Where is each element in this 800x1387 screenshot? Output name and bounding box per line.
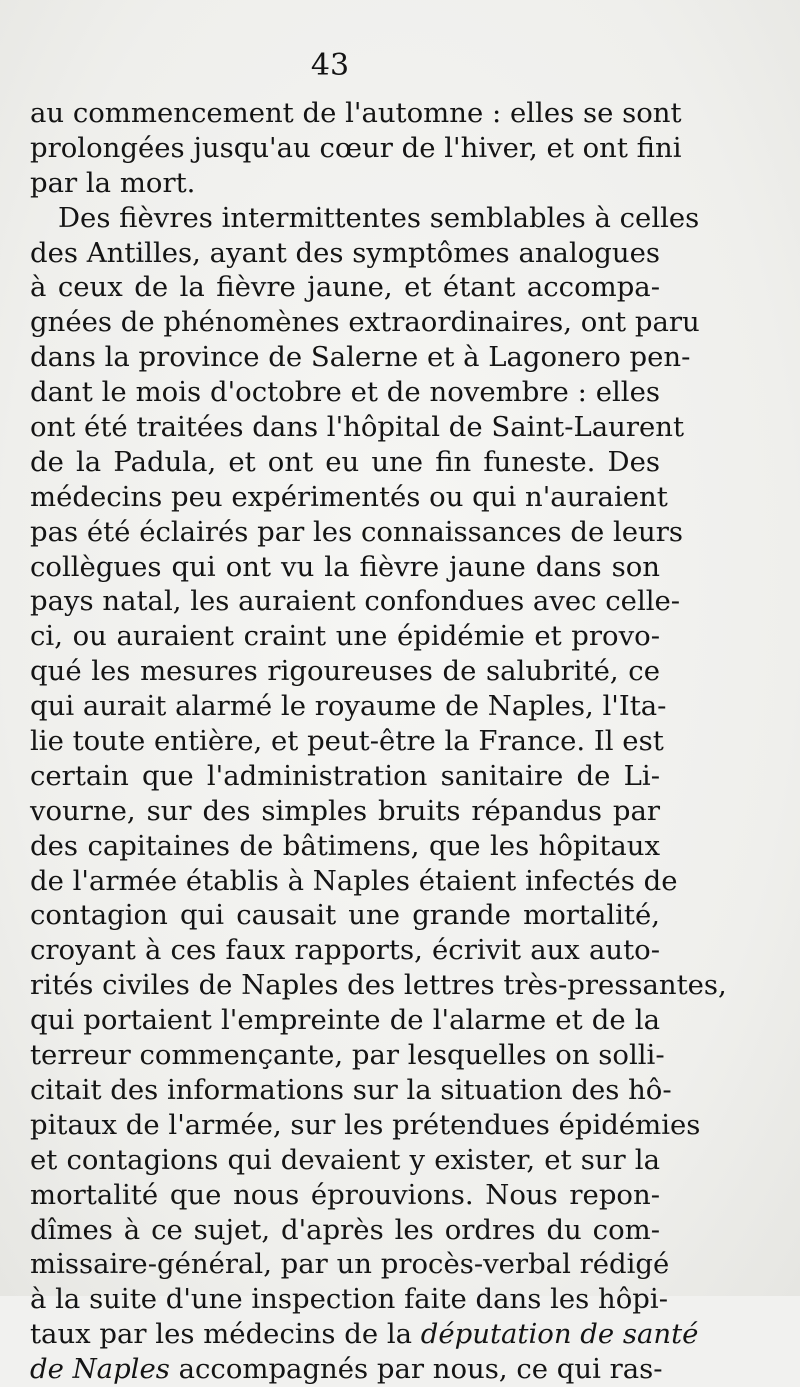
text-line: dîmes à ce sujet, d'après les ordres du com- (30, 1213, 660, 1246)
text-line: dans la province de Salerne et à Lagonero pen- (30, 341, 691, 374)
text-line: terreur commençante, par lesquelles on solli- (30, 1039, 665, 1072)
text-segment: taux par les médecins de la (30, 1318, 413, 1351)
italic-phrase: députation de santé (420, 1318, 699, 1351)
text-line: médecins peu expérimentés ou qui n'auraient (30, 480, 668, 513)
text-line: de la Padula, et ont eu une fin funeste. Des (30, 445, 660, 478)
text-line: qui aurait alarmé le royaume de Naples, l'Ita- (30, 690, 667, 723)
text-line: et contagions qui devaient y exister, et sur la (30, 1143, 660, 1176)
text-line: dant le mois d'octobre et de novembre : elles (30, 376, 660, 409)
text-line-with-italic (30, 1352, 663, 1387)
text-line: qui portaient l'empreinte de l'alarme et de la (30, 1004, 660, 1037)
body-text (30, 96, 727, 1387)
text-line: gnées de phénomènes extraordinaires, ont paru (30, 306, 700, 339)
text-line: pas été éclairés par les connaissances de leurs (30, 515, 684, 548)
text-line: citait des informations sur la situation des hô- (30, 1073, 672, 1106)
text-line: contagion qui causait une grande mortalité, (30, 899, 660, 932)
text-line: missaire-général, par un procès-verbal rédigé (30, 1248, 670, 1281)
text-line: des Antilles, ayant des symptômes analogues (30, 236, 660, 269)
text-line: lie toute entière, et peut-être la France. Il est (30, 725, 664, 758)
text-line: Des fièvres intermittentes semblables à celles (58, 201, 700, 234)
text-line: prolongées jusqu'au cœur de l'hiver, et ont fini (30, 131, 682, 164)
text-line: pays natal, les auraient confondues avec celle- (30, 585, 681, 618)
text-segment: accompagnés par nous, ce qui ras- (178, 1353, 663, 1386)
text-line: ci, ou auraient craint une épidémie et provo- (30, 620, 660, 653)
text-line: à la suite d'une inspection faite dans les hôpi- (30, 1283, 668, 1316)
text-line: pitaux de l'armée, sur les prétendues épidémies (30, 1108, 701, 1141)
text-line: ont été traitées dans l'hôpital de Saint-Laurent (30, 411, 685, 444)
text-line: certain que l'administration sanitaire de Li- (30, 759, 660, 792)
text-line: croyant à ces faux rapports, écrivit aux auto- (30, 934, 660, 967)
text-line: vourne, sur des simples bruits répandus par (30, 794, 660, 827)
italic-phrase: de Naples (30, 1353, 170, 1386)
text-line: rités civiles de Naples des lettres très-pressantes, (30, 969, 727, 1002)
text-line-with-italic (30, 1317, 699, 1352)
page-number: 43 (310, 48, 350, 83)
text-line: par la mort. (30, 166, 196, 199)
text-line: qué les mesures rigoureuses de salubrité, ce (30, 655, 660, 688)
text-line: au commencement de l'automne : elles se sont (30, 97, 682, 129)
text-line: à ceux de la fièvre jaune, et étant accompa- (30, 271, 660, 304)
text-line: collègues qui ont vu la fièvre jaune dans son (30, 550, 660, 583)
text-line: des capitaines de bâtimens, que les hôpitaux (30, 829, 660, 862)
text-line: mortalité que nous éprouvions. Nous repon- (30, 1178, 660, 1211)
text-line: de l'armée établis à Naples étaient infectés de (30, 864, 678, 897)
